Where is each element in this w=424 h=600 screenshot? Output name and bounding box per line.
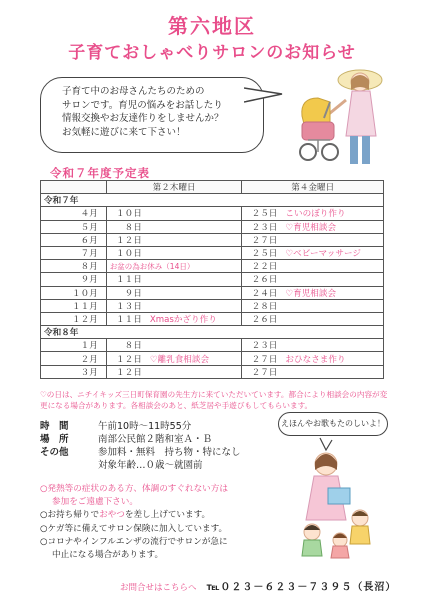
thursday-cell: [106, 299, 242, 312]
intro-line: 子育て中のお母さんたちのための: [62, 86, 205, 97]
contact-tel: ℡０２３－６２３－７３９５（長沼）: [206, 582, 397, 593]
info-age-row: [40, 459, 241, 472]
event-label: ♡育児相談会: [285, 288, 337, 299]
footnote: ♡の日は、ニチイキッズ三日町保育園の先生方に来ていただいています。都合により相談会の内容が変更になる場合があります。各相談会のあと、紙芝居や手遊びもしてもらいます。: [40, 390, 388, 410]
table-row: [41, 352, 384, 365]
day-value: １２日: [116, 367, 142, 378]
month-cell: ６月: [41, 233, 107, 246]
time-value: 午前10時～11時55分: [98, 421, 192, 432]
intro-line: サロンです。育児の悩みをお話したり: [62, 99, 223, 111]
intro-line: お気軽に遊びに来て下さい！: [62, 126, 186, 138]
note-text: ○お持ち帰りで: [40, 510, 100, 521]
note-item: ○コロナやインフルエンザの流行でサロンが急に: [40, 536, 228, 547]
day-value: ２８日: [251, 301, 278, 312]
month-cell: ２月: [41, 352, 107, 365]
note-text: を差し上げています。: [124, 510, 211, 521]
day-value: ２７日: [251, 235, 278, 246]
thursday-cell: [106, 352, 242, 365]
month-cell: ３月: [41, 365, 107, 378]
table-row: [41, 220, 384, 233]
storytime-speech-bubble: えほんやお歌もたのしいよ！: [278, 412, 388, 436]
notes-list: [40, 483, 290, 562]
table-row: [41, 273, 384, 286]
place-value: 南部公民館２階和室Ａ・Ｂ: [98, 434, 213, 445]
day-value: ９日: [124, 288, 142, 299]
mother-stroller-illustration: [290, 58, 390, 178]
friday-cell: [242, 260, 384, 273]
header-month: [41, 181, 107, 194]
friday-cell: [242, 286, 384, 299]
month-cell: ８月: [41, 260, 107, 273]
info-place-row: [40, 433, 241, 446]
note-item: 参加をご遠慮下さい。: [52, 497, 138, 508]
table-row: [41, 312, 384, 325]
event-label: お盆の為お休み（14日）: [109, 261, 195, 271]
year-row: [41, 326, 384, 339]
day-value: ２７日: [251, 367, 278, 378]
note-item: [40, 509, 290, 522]
month-cell: １２月: [41, 312, 107, 325]
note-item: ○発熱等の症状のある方、体調のすぐれない方は: [40, 484, 228, 494]
page-subtitle: 子育ておしゃべりサロンのお知らせ: [68, 43, 356, 63]
day-value: ２６日: [251, 275, 278, 286]
note-item: ○ケガ等に備えてサロン保険に加入しています。: [40, 523, 228, 534]
table-header-row: [41, 181, 384, 194]
friday-cell: [242, 207, 384, 220]
day-value: １１日: [116, 275, 142, 286]
friday-cell: [242, 299, 384, 312]
thursday-cell: [106, 260, 242, 273]
info-time-row: [40, 420, 241, 433]
info-other-row: [40, 446, 241, 459]
month-cell: １１月: [41, 299, 107, 312]
friday-cell: [242, 339, 384, 352]
thursday-cell: [106, 207, 242, 220]
thursday-cell: [106, 233, 242, 246]
contact-label: お問合せはこちらへ: [120, 583, 197, 593]
month-cell: ５月: [41, 220, 107, 233]
event-label: ♡離乳食相談会: [149, 354, 210, 365]
day-value: ２５日: [251, 249, 278, 260]
age-value: 対象年齢…０歳～就園前: [98, 460, 203, 471]
friday-cell: [242, 273, 384, 286]
table-row: [41, 299, 384, 312]
schedule-table: [40, 180, 384, 379]
table-row: [41, 233, 384, 246]
note-item: 中止になる場合があります。: [52, 550, 164, 561]
schedule-title: 令和７年度予定表: [50, 166, 150, 180]
day-value: ２４日: [251, 288, 278, 299]
day-value: ２３日: [251, 341, 278, 352]
table-row: [41, 246, 384, 259]
friday-cell: [242, 220, 384, 233]
thursday-cell: [106, 286, 242, 299]
table-row: [41, 365, 384, 378]
thursday-cell: [106, 339, 242, 352]
event-label: Xmasかざり作り: [149, 314, 217, 325]
month-cell: ４月: [41, 207, 107, 220]
day-value: １２日: [116, 235, 142, 246]
page-title: 第六地区: [168, 14, 256, 38]
day-value: １１日: [116, 314, 142, 325]
place-label: 場 所: [40, 434, 69, 445]
header-thursday: 第２木曜日: [106, 181, 242, 194]
table-row: [41, 207, 384, 220]
month-cell: １０月: [41, 286, 107, 299]
table-row: [41, 286, 384, 299]
note-highlight: おやつ: [99, 510, 125, 521]
other-label: その他: [40, 447, 69, 458]
day-value: ８日: [124, 341, 142, 352]
other-value: 参加料・無料 持ち物・特になし: [98, 447, 241, 458]
year-label: 令和８年: [41, 326, 384, 339]
event-label: ♡ベビーマッサージ: [285, 249, 362, 260]
header-friday: 第４金曜日: [242, 181, 384, 194]
month-cell: ９月: [41, 273, 107, 286]
day-value: １０日: [116, 249, 142, 260]
thursday-cell: [106, 365, 242, 378]
thursday-cell: [106, 220, 242, 233]
month-cell: ７月: [41, 246, 107, 259]
thursday-cell: [106, 246, 242, 259]
table-row: [41, 260, 384, 273]
thursday-cell: [106, 312, 242, 325]
year-label: 令和７年: [41, 194, 384, 207]
event-label: ♡育児相談会: [285, 222, 337, 233]
day-value: １３日: [116, 301, 142, 312]
event-label: こいのぼり作り: [285, 209, 346, 220]
event-label: おひなさま作り: [285, 354, 346, 365]
year-row: [41, 194, 384, 207]
friday-cell: [242, 312, 384, 325]
day-value: ２３日: [251, 222, 278, 233]
day-value: ２２日: [251, 262, 278, 273]
event-info: [40, 420, 241, 472]
day-value: ２５日: [251, 209, 278, 220]
table-row: [41, 339, 384, 352]
time-label: 時 間: [40, 421, 69, 432]
intro-text: [62, 85, 262, 139]
friday-cell: [242, 365, 384, 378]
day-value: ８日: [124, 222, 142, 233]
day-value: １２日: [116, 354, 142, 365]
month-cell: １月: [41, 339, 107, 352]
storytime-illustration: [290, 436, 390, 560]
friday-cell: [242, 246, 384, 259]
thursday-cell: [106, 273, 242, 286]
day-value: ２７日: [251, 354, 278, 365]
friday-cell: [242, 352, 384, 365]
spacer: [40, 459, 98, 472]
day-value: １０日: [116, 209, 142, 220]
friday-cell: [242, 233, 384, 246]
intro-line: 情報交換やお友達作りをしませんか？: [62, 113, 224, 124]
contact-line: [120, 578, 396, 593]
day-value: ２６日: [251, 314, 278, 325]
